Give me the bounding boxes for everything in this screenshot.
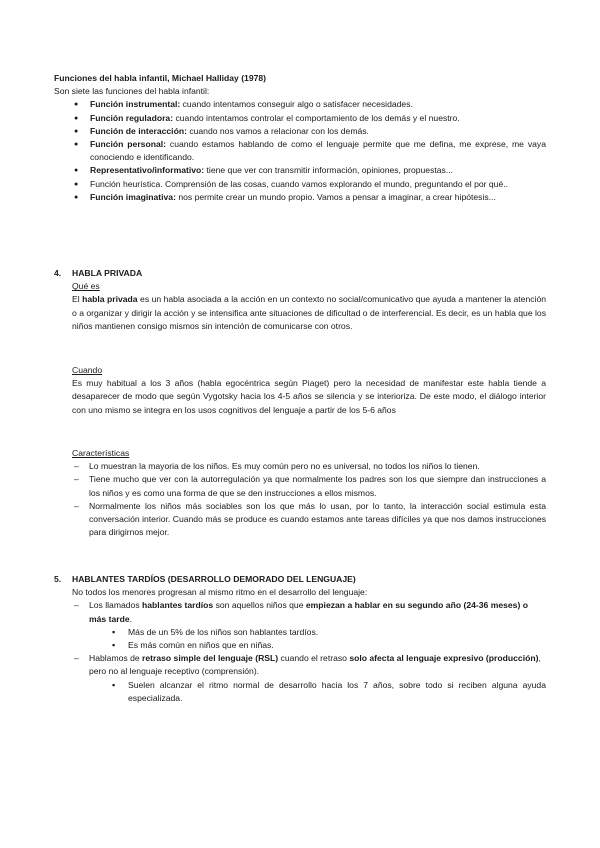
list-item: – Los llamados hablantes tardíos son aquellos niños que empiezan a hablar en su segundo año (24-36 meses) o más tarde.	[54, 599, 546, 625]
section-hablantes-tardios	[54, 573, 546, 705]
halliday-lead: Son siete las funciones del habla infantil:	[54, 86, 210, 97]
list-item: ● Función personal: cuando estamos hablando de como el lenguaje permite que me defina, me exprese, me vaya conociendo e identificando.	[54, 138, 546, 164]
list-item: ● Función de interacción: cuando nos vamos a relacionar con los demás.	[54, 125, 546, 138]
functions-list	[54, 98, 546, 204]
list-item: ● Función instrumental: cuando intentamos conseguir algo o satisfacer necesidades.	[54, 98, 546, 111]
list-item: ● Función imaginativa: nos permite crear un mundo propio. Vamos a pensar a imaginar, a crear hipótesis...	[54, 191, 546, 204]
subheading-cuando: Cuando	[72, 365, 103, 375]
list-item: – Normalmente los niños más sociables son los que más lo usan, por lo tanto, la interacción social estimula esta conversación interior. Cuando más se produce es cuando estamos ante tareas difíciles ya que nos damos instrucciones para dirigirnos mejor.	[54, 500, 546, 540]
rsl-list	[54, 652, 546, 678]
section-heading: 4. HABLA PRIVADA	[54, 268, 143, 278]
list-item: ▪ Suelen alcanzar el ritmo normal de desarrollo hacia los 7 años, sobre todo si reciben alguna ayuda especializada.	[54, 679, 546, 705]
section-heading: 5. HABLANTES TARDÍOS (DESARROLLO DEMORADO DEL LENGUAJE)	[54, 574, 356, 584]
section-caracteristicas	[54, 447, 546, 539]
list-item: ● Representativo/informativo: tiene que ver con transmitir información, opiniones, propuestas...	[54, 164, 546, 177]
section5-lead: No todos los menores progresan al mismo ritmo en el desarrollo del lenguaje:	[72, 587, 368, 598]
list-item: ● Función heurística. Comprensión de las cosas, cuando vamos explorando el mundo, preguntando el por qué..	[54, 178, 546, 191]
list-item: ▪ Es más común en niños que en niñas.	[54, 639, 546, 652]
halliday-section	[54, 72, 546, 204]
list-item: – Lo muestran la mayoria de los niños. Es muy común pero no es universal, no todos los niños lo tienen.	[54, 460, 546, 473]
caracteristicas-list	[54, 460, 546, 539]
list-item: ● Función reguladora: cuando intentamos controlar el comportamiento de los demás y el nuestro.	[54, 112, 546, 125]
subheading-caracteristicas: Características	[72, 448, 130, 458]
tardios-list	[54, 599, 546, 625]
rsl-sublist	[54, 679, 546, 705]
section-cuando	[54, 364, 546, 417]
list-item: – Tiene mucho que ver con la autorregulación ya que normalmente los padres son los que siempre dan instrucciones a los niños y es como una forma de que se den instrucciones a ellos mismos.	[54, 473, 546, 499]
halliday-title: Funciones del habla infantil, Michael Halliday (1978)	[54, 73, 267, 83]
subheading-que-es: Qué es	[72, 281, 100, 292]
tardios-sublist-1	[54, 626, 546, 652]
section-habla-privada	[54, 267, 546, 333]
paragraph-cuando: Es muy habitual a los 3 años (habla egocéntrica según Piaget) pero la necesidad de manifestar este habla tiende a desaparecer de modo que según Vygotsky hacia los 4-5 años se silencia y se interioriza. De este modo, el diálogo interior con uno mismo se integra en los usos cognitivos del lenguaje a partir de los 5-6 años	[72, 378, 546, 415]
list-item: – Hablamos de retraso simple del lenguaje (RSL) cuando el retraso solo afecta al lenguaje expresivo (producción), pero no al lenguaje receptivo (comprensión).	[54, 652, 546, 678]
paragraph-que-es: El habla privada es un habla asociada a la acción en un contexto no social/comunicativo que ayuda a mantener la atención o a organizar y dirigir la acción y se intensifica ante situaciones de dificultad o de interferencial. Es decir, es un habla que los niños mantienen consigo mismos sin intención de comunicarse con otros.	[72, 294, 546, 331]
list-item: ▪ Más de un 5% de los niños son hablantes tardíos.	[54, 626, 546, 639]
